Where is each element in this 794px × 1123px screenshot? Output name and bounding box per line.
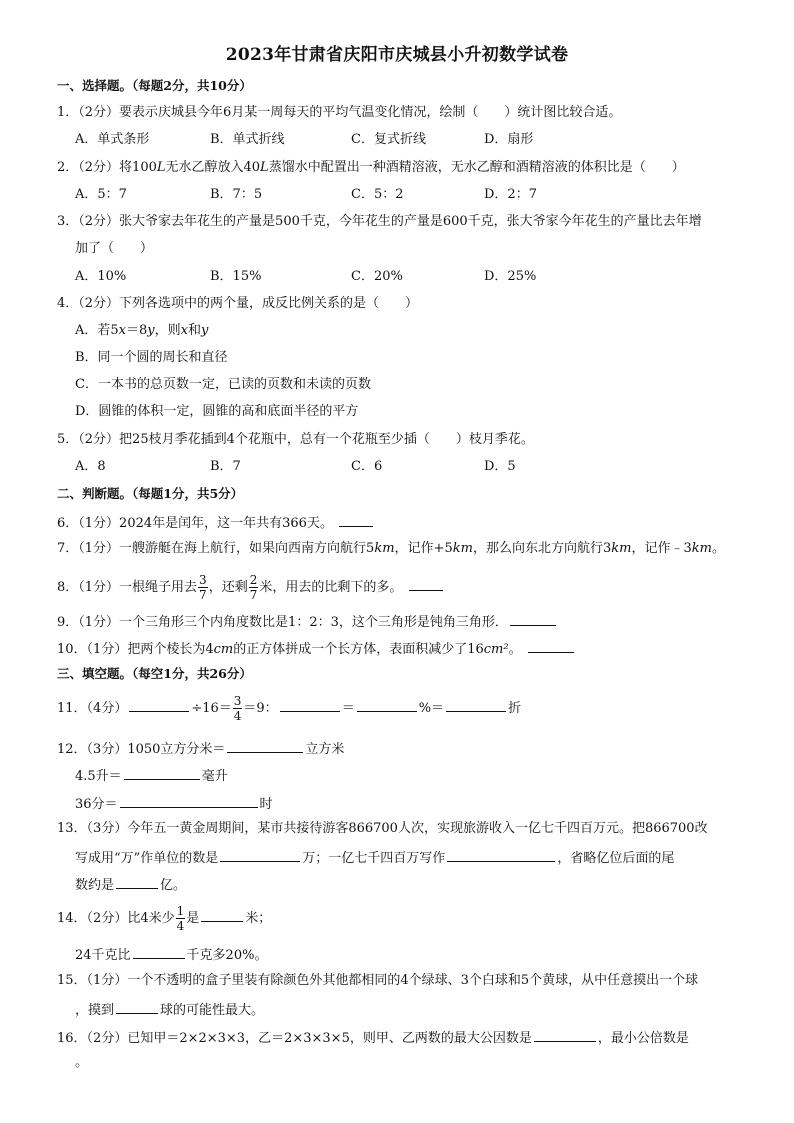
question-8-text: 8．（1分）一根绳子用去: [57, 580, 198, 595]
question-16-text: ，最小公倍数是: [597, 1031, 689, 1046]
question-11: [57, 694, 746, 723]
question-12-line-3: [75, 793, 746, 814]
question-1-stem: 1．（2分）要表示庆城县今年6月某一周每天的平均气温变化情况，绘制（ ）统计图比较合适。: [57, 105, 622, 120]
question-11-text: %＝: [418, 701, 445, 716]
unit-cm: cm: [213, 642, 234, 657]
answer-blank[interactable]: [510, 611, 556, 626]
question-2-stem: [57, 159, 746, 177]
question-3-stem-cont: 加了（ ）: [75, 241, 154, 256]
answer-blank[interactable]: [534, 1027, 596, 1042]
question-10-text: 。: [508, 642, 522, 657]
var-y: y: [201, 323, 209, 338]
question-12-text: 12．（3分）1050立方分米＝: [57, 742, 226, 757]
question-9: [57, 611, 746, 632]
fraction-denominator: 4: [176, 919, 185, 933]
option-c[interactable]: C．复式折线: [351, 132, 426, 147]
page-title: 2023年甘肃省庆阳市庆城县小升初数学试卷: [225, 45, 569, 65]
question-16-line-1: [57, 1027, 746, 1048]
answer-blank[interactable]: [339, 512, 373, 527]
answer-blank[interactable]: [409, 576, 443, 591]
unit-km: km: [611, 541, 632, 556]
question-14-text: 14．（2分）比4米少: [57, 911, 175, 926]
var-x: x: [118, 323, 127, 338]
answer-blank[interactable]: [116, 999, 158, 1014]
question-13-line-3: [75, 874, 746, 895]
question-14-text: 千克多20%。: [186, 948, 268, 963]
question-7: [57, 540, 746, 558]
question-12-text: 时: [259, 797, 273, 812]
fraction-numerator: 3: [199, 573, 207, 587]
question-15-text: ，摸到: [75, 1003, 115, 1018]
question-2-text-c: 蒸馏水中配置出一种酒精溶液，无水乙醇和酒精溶液的体积比是（ ）: [268, 160, 685, 175]
var-y: y: [147, 323, 155, 338]
fraction: [198, 573, 208, 602]
question-2-text-a: 2．（2分）将100: [57, 160, 157, 175]
question-12-line-2: [75, 765, 746, 786]
question-12-line-1: [57, 738, 746, 759]
question-10: [57, 638, 746, 659]
option-a-text: 和: [188, 323, 202, 338]
question-15-line-1: 15．（1分）一个不透明的盒子里装有除颜色外其他都相同的4个绿球、3个白球和5个黄球，从中任意摸出一个球: [57, 973, 699, 988]
option-c[interactable]: C．6: [351, 459, 383, 474]
fraction-denominator: 7: [199, 588, 207, 602]
question-8-text: ，还剩: [208, 580, 248, 595]
question-4-option-d[interactable]: D．圆锥的体积一定，圆锥的高和底面半径的平方: [75, 404, 359, 419]
fraction-denominator: 7: [249, 588, 258, 602]
section-heading-judgement: 二、判断题。（每题1分，共5分）: [57, 486, 244, 501]
answer-blank[interactable]: [447, 847, 555, 862]
question-8-text: 米，用去的比剩下的多。: [259, 580, 403, 595]
question-8: [57, 573, 746, 602]
question-11-text: ＝: [341, 701, 355, 716]
question-4-option-a[interactable]: [75, 322, 746, 340]
question-7-text: 7．（1分）一艘游艇在海上航行，如果向西南方向航行5: [57, 541, 375, 556]
question-12-text: 毫升: [201, 769, 228, 784]
question-4-stem: 4．（2分）下列各选项中的两个量，成反比例关系的是（ ）: [57, 296, 419, 311]
unit-km: km: [691, 541, 712, 556]
question-14-text: 24千克比: [75, 948, 131, 963]
answer-blank[interactable]: [220, 847, 300, 862]
option-b[interactable]: B．15%: [210, 269, 262, 284]
question-11-text: ÷16＝: [191, 701, 232, 716]
option-b[interactable]: B．7: [210, 459, 241, 474]
question-7-text: 。: [711, 541, 725, 556]
question-13-line-2: [75, 847, 746, 868]
fraction-numerator: 1: [176, 904, 185, 918]
answer-blank[interactable]: [129, 697, 189, 712]
var-x: x: [180, 323, 189, 338]
question-2-text-b: 无水乙醇放入40: [165, 160, 261, 175]
question-16-text: 16．（2分）已知甲＝2×2×3×3，乙＝2×3×3×5，则甲、乙两数的最大公因数是: [57, 1031, 532, 1046]
question-14-line-2: [75, 944, 746, 965]
question-11-text: ＝9：: [243, 701, 278, 716]
answer-blank[interactable]: [116, 874, 158, 889]
question-12-text: 36分＝: [75, 797, 118, 812]
answer-blank[interactable]: [357, 697, 417, 712]
question-4-option-c[interactable]: C．一本书的总页数一定，已读的页数和未读的页数: [75, 377, 371, 392]
option-d[interactable]: D．扇形: [484, 132, 534, 147]
question-7-text: ，那么向东北方向航行3: [472, 541, 612, 556]
answer-blank[interactable]: [446, 697, 506, 712]
fraction: [233, 694, 243, 723]
option-b[interactable]: B．单式折线: [210, 132, 285, 147]
option-a[interactable]: A．8: [75, 459, 106, 474]
question-7-text: ，记作﹣3: [631, 541, 692, 556]
question-11-text: 11．（4分）: [57, 701, 128, 716]
option-c[interactable]: C．5：2: [351, 187, 404, 202]
question-10-text: 的正方体拼成一个长方体，表面积减少了16: [233, 642, 484, 657]
answer-blank[interactable]: [120, 793, 258, 808]
question-13-text: 数约是: [75, 878, 115, 893]
answer-blank[interactable]: [124, 765, 200, 780]
question-12-text: 立方米: [305, 742, 345, 757]
question-11-text: 折: [508, 701, 522, 716]
option-d[interactable]: D．25%: [484, 269, 537, 284]
question-13-line-1: 13．（3分）今年五一黄金周期间，某市共接待游客866700人次，实现旅游收入一亿七千四百万元。把866700改: [57, 821, 708, 836]
option-a-text: A．若5: [75, 323, 119, 338]
question-5-stem: 5．（2分）把25枝月季花插到4个花瓶中，总有一个花瓶至少插（ ）枝月季花。: [57, 432, 534, 447]
answer-blank[interactable]: [280, 697, 340, 712]
fraction: [176, 904, 186, 933]
unit-cm2: cm²: [483, 642, 509, 657]
question-13-text: 亿。: [160, 878, 187, 893]
answer-blank[interactable]: [528, 638, 574, 653]
question-3-stem: 3．（2分）张大爷家去年花生的产量是500千克，今年花生的产量是600千克，张大爷家今年花生的产量比去年增: [57, 214, 702, 229]
option-a[interactable]: A．5：7: [75, 187, 127, 202]
fraction-numerator: 3: [233, 694, 242, 708]
answer-blank[interactable]: [133, 944, 185, 959]
unit-km: km: [374, 541, 395, 556]
option-a-text: ＝8: [126, 323, 148, 338]
unit-liter: L: [156, 160, 166, 175]
fraction-denominator: 4: [233, 709, 242, 723]
question-13-text: 万；一亿七千四百万写作: [302, 851, 446, 866]
question-7-text: ，记作+5: [394, 541, 453, 556]
question-15-text: 球的可能性最大。: [160, 1003, 265, 1018]
option-c[interactable]: C．20%: [351, 269, 403, 284]
option-b[interactable]: B．7：5: [210, 187, 263, 202]
option-a[interactable]: A．10%: [75, 269, 127, 284]
fraction-numerator: 2: [249, 573, 258, 587]
question-6-text: 6．（1分）2024年是闰年，这一年共有366天。: [57, 516, 333, 531]
question-13-text: 写成用“万”作单位的数是: [75, 851, 219, 866]
question-10-text: 10．（1分）把两个棱长为4: [57, 642, 214, 657]
option-a-text: ，则: [154, 323, 181, 338]
question-15-line-2: [75, 999, 746, 1020]
question-4-option-b[interactable]: B．同一个圆的周长和直径: [75, 350, 228, 365]
question-16-line-2: 。: [75, 1055, 89, 1070]
section-heading-choice: 一、选择题。（每题2分，共10分）: [57, 78, 252, 93]
answer-blank[interactable]: [227, 738, 303, 753]
fraction: [249, 573, 259, 602]
option-d[interactable]: D．5: [484, 459, 516, 474]
question-12-text: 4.5升＝: [75, 769, 122, 784]
question-14-text: 米；: [245, 911, 272, 926]
option-a[interactable]: A．单式条形: [75, 132, 150, 147]
section-heading-fill: 三、填空题。（每空1分，共26分）: [57, 666, 252, 681]
question-13-text: ，省略亿位后面的尾: [557, 851, 675, 866]
question-14-text: 是: [186, 911, 200, 926]
unit-liter: L: [260, 160, 269, 175]
answer-blank[interactable]: [201, 907, 243, 922]
question-9-text: 9．（1分）一个三角形三个内角度数比是1：2：3，这个三角形是钝角三角形．: [57, 615, 508, 630]
question-14-line-1: [57, 904, 746, 933]
option-d[interactable]: D．2：7: [484, 187, 537, 202]
question-6: [57, 512, 746, 533]
unit-km: km: [452, 541, 473, 556]
